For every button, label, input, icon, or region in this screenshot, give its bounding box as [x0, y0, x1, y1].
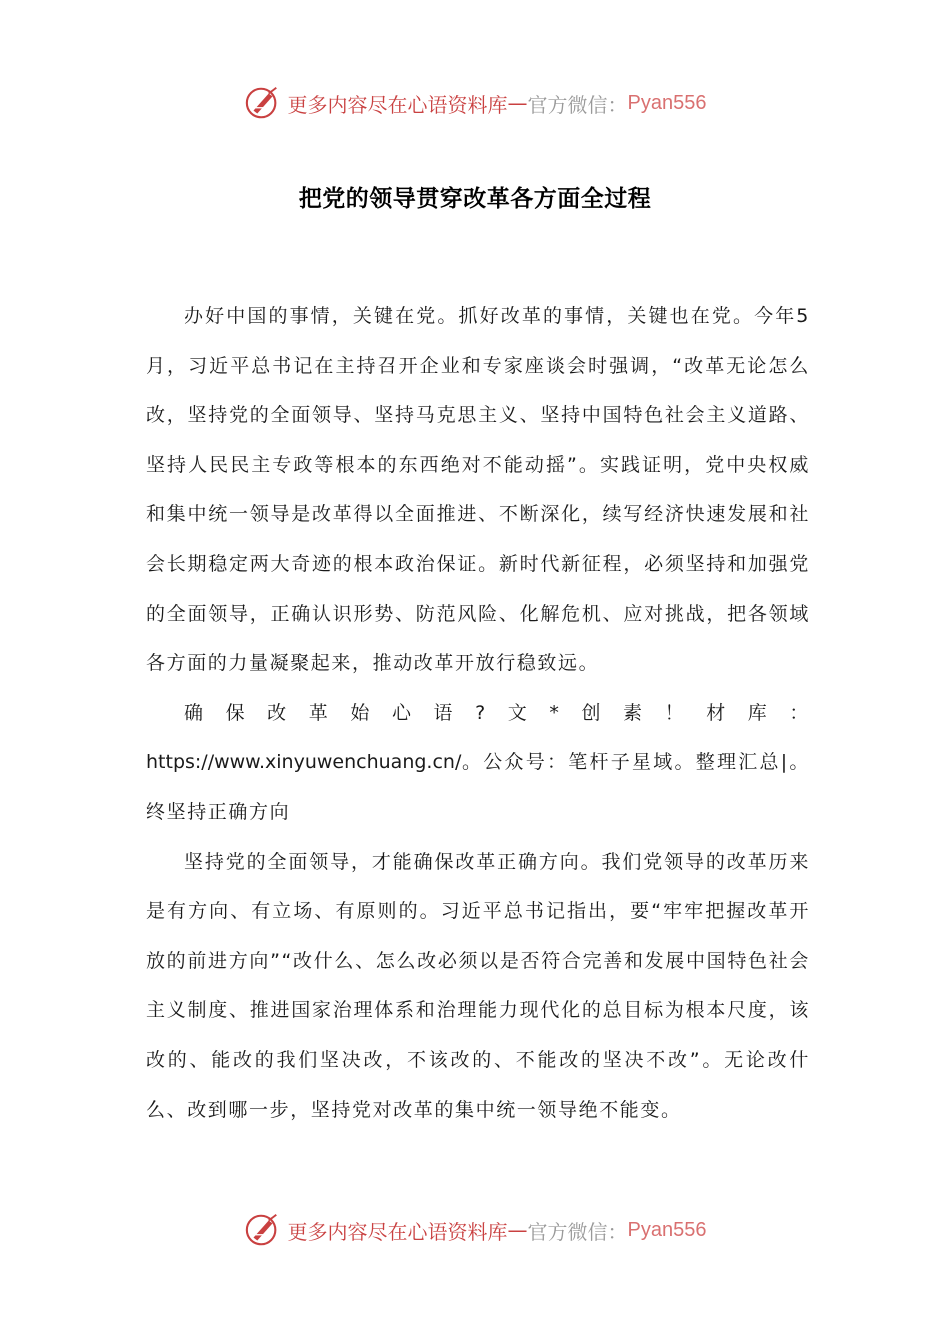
banner-brand-text: 更多内容尽在心语资料库 — [287, 92, 508, 117]
heading-part-b: 。公众号：笔杆子星域。整理汇总|。终坚持正确方向 — [146, 751, 810, 823]
document-title: 把党的领导贯穿改革各方面全过程 — [298, 186, 652, 212]
banner-wechat-id: Pyan556 — [627, 91, 707, 114]
quill-logo-icon — [244, 84, 282, 122]
quill-logo-icon — [244, 1211, 282, 1249]
header-banner — [0, 83, 950, 123]
paragraph-direction: 坚持党的全面领导，才能确保改革正确方向。我们党领导的改革历来是有方向、有立场、有原则的。习近平总书记指出，要“牢牢把握改革开放的前进方向”“改什么、怎么改必须以是否符合完善和发展中国特色社会主义制度、推进国家治理体系和治理能力现代化的总目标为根本尺度，该改的、能改的我们坚决改，不该改的、不能改的坚决不改”。无论改什么、改到哪一步，坚持党对改革的集中统一领导绝不能变。 — [146, 850, 810, 1121]
paragraph-intro: 办好中国的事情，关键在党。抓好改革的事情，关键也在党。今年5月，习近平总书记在主持召开企业和专家座谈会时强调，“改革无论怎么改，坚持党的全面领导、坚持马克思主义、坚持中国特色社会主义道路、坚持人民民主专政等根本的东西绝对不能动摇”。实践证明，党中央权威和集中统一领导是改革得以全面推进、不断深化，续写经济快速发展和社会长期稳定两大奇迹的根本政治保证。新时代新征程，必须坚持和加强党的全面领导，正确认识形势、防范风险、化解危机、应对挑战，把各领域各方面的力量凝聚起来，推动改革开放行稳致远。 — [146, 305, 810, 675]
banner-wechat-label: 官方微信： — [527, 1219, 628, 1244]
library-url-link[interactable]: https://www.xinyuwenchuang.cn/ — [146, 751, 462, 774]
footer-banner — [0, 1210, 950, 1250]
banner-wechat-label: 官方微信： — [527, 92, 628, 117]
banner-brand-text: 更多内容尽在心语资料库 — [287, 1219, 508, 1244]
document-body — [146, 292, 810, 1135]
banner-separator: — — [507, 91, 528, 115]
banner-wechat-id: Pyan556 — [627, 1218, 707, 1241]
banner-separator: — — [507, 1218, 528, 1242]
heading-part-a: 确保改革始心语?文*创素！材库： — [184, 701, 810, 724]
section-heading-line — [146, 689, 810, 838]
